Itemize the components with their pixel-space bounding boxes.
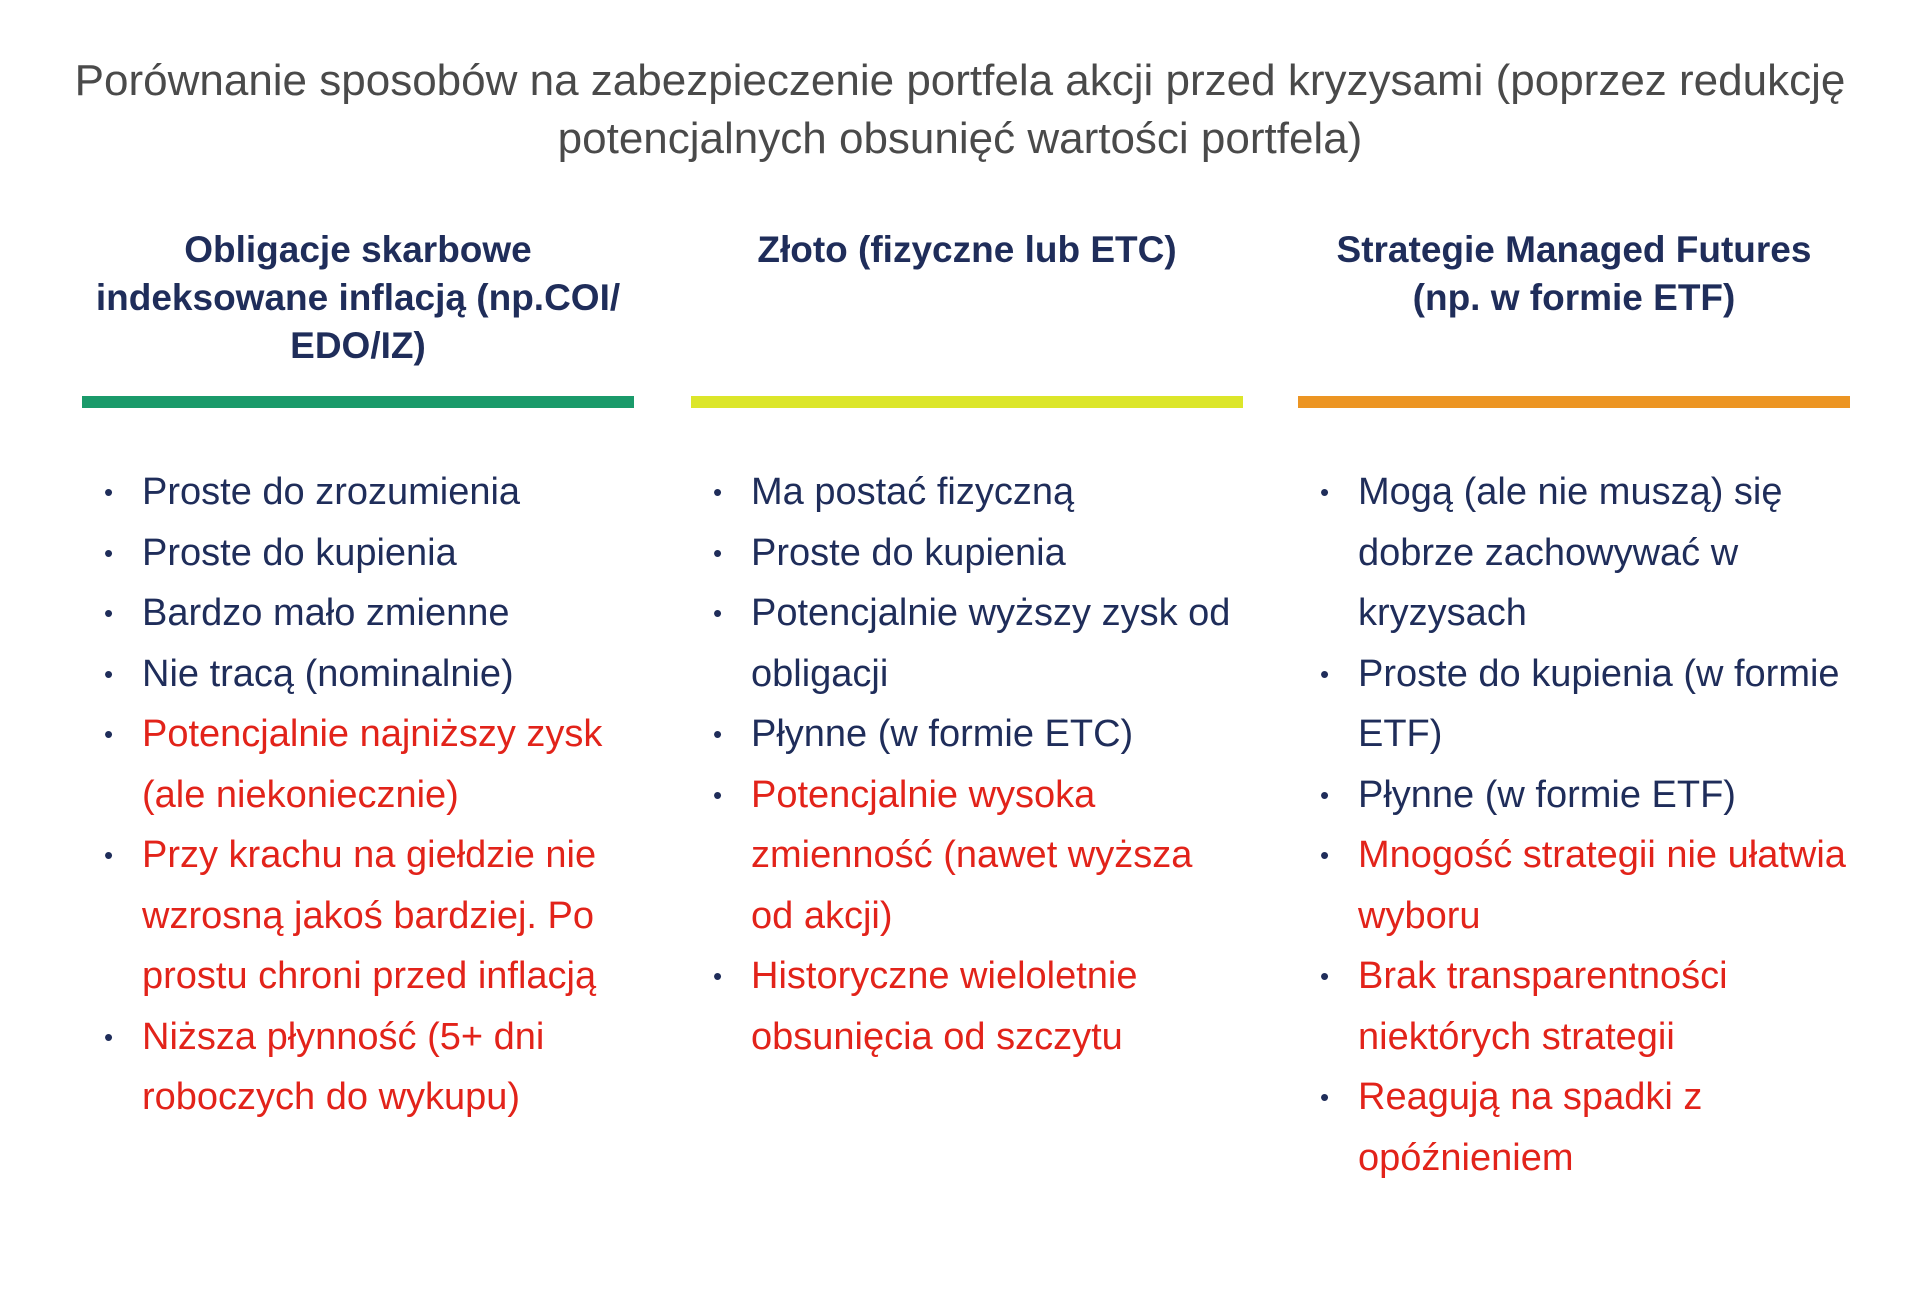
item-text: Nie tracą (nominalnie)	[142, 652, 514, 695]
bullet-icon: •	[713, 598, 723, 628]
pro-item	[1298, 765, 1850, 826]
bullet-icon: •	[104, 658, 114, 689]
bullet-icon: •	[104, 598, 114, 628]
column-heading: Strategie Managed Futures (np. w formie ETF)	[1336, 229, 1812, 318]
item-text: Historyczne wieloletnie obsunięcia od szczytu	[751, 955, 1138, 1058]
pro-item	[691, 523, 1243, 584]
column-managed-futures	[1298, 220, 1850, 1179]
column-accent-bar	[1298, 396, 1850, 408]
bullet-icon: •	[1320, 1082, 1330, 1112]
con-item	[1298, 946, 1850, 1067]
column-inflation-bonds	[82, 220, 634, 1118]
con-item	[82, 1007, 634, 1128]
item-text: Płynne (w formie ETF)	[1358, 773, 1736, 816]
bullet-icon: •	[1320, 779, 1330, 810]
column-accent-bar	[82, 396, 634, 408]
bullet-icon: •	[713, 779, 723, 810]
column-accent-bar	[691, 396, 1243, 408]
bullet-icon: •	[1320, 477, 1330, 507]
bullet-icon: •	[1320, 658, 1330, 689]
bullet-icon: •	[1320, 961, 1330, 991]
column-gold	[691, 220, 1243, 1058]
bullet-icon: •	[104, 1021, 114, 1052]
item-text: Proste do zrozumienia	[142, 471, 521, 513]
pro-item	[691, 583, 1243, 704]
bullet-icon: •	[104, 840, 114, 870]
item-text: Reagują na spadki z opóźnieniem	[1358, 1076, 1703, 1179]
pro-item	[82, 523, 634, 584]
item-text: Przy krachu na giełdzie nie wzrosną jakoś bardziej. Po prostu chroni przed inflacją	[142, 834, 597, 997]
con-item	[691, 765, 1243, 947]
bullet-icon: •	[713, 961, 723, 991]
item-text: Proste do kupienia	[142, 531, 457, 574]
con-item	[82, 704, 634, 825]
pro-item	[691, 704, 1243, 765]
bullet-icon: •	[713, 477, 723, 507]
pro-item	[82, 583, 634, 644]
pro-item	[691, 462, 1243, 523]
bullet-icon: •	[104, 537, 114, 568]
column-heading: Złoto (fizyczne lub ETC)	[757, 229, 1177, 270]
item-text: Ma postać fizyczną	[751, 471, 1075, 513]
bullet-icon: •	[104, 719, 114, 749]
item-list	[1298, 462, 1850, 1188]
pro-item	[82, 644, 634, 705]
bullet-icon: •	[104, 477, 114, 507]
bullet-icon: •	[1320, 840, 1330, 870]
con-item	[1298, 825, 1850, 946]
item-text: Mnogość strategii nie ułatwia wyboru	[1358, 834, 1846, 937]
item-text: Brak transparentności niektórych strategii	[1358, 955, 1728, 1058]
con-item	[1298, 1067, 1850, 1188]
item-list	[691, 462, 1243, 1067]
pro-item	[1298, 462, 1850, 644]
pro-item	[1298, 644, 1850, 765]
item-text: Bardzo mało zmienne	[142, 592, 510, 634]
item-text: Niższa płynność (5+ dni roboczych do wykupu)	[142, 1015, 545, 1118]
page-title: Porównanie sposobów na zabezpieczenie portfela akcji przed kryzysami (poprzez redukcję potencjalnych obsunięć wartości portfela)	[74, 56, 1846, 163]
column-heading: Obligacje skarbowe indeksowane inflacją (np.COI/ EDO/IZ)	[95, 229, 621, 366]
bullet-icon: •	[713, 719, 723, 749]
con-item	[691, 946, 1243, 1067]
item-text: Potencjalnie najniższy zysk (ale niekoniecznie)	[142, 713, 603, 816]
item-text: Potencjalnie wyższy zysk od obligacji	[751, 592, 1231, 695]
con-item	[82, 825, 634, 1007]
item-text: Potencjalnie wysoka zmienność (nawet wyższa od akcji)	[751, 773, 1193, 937]
item-text: Płynne (w formie ETC)	[751, 713, 1134, 755]
item-text: Proste do kupienia	[751, 531, 1066, 574]
pro-item	[82, 462, 634, 523]
item-text: Proste do kupienia (w formie ETF)	[1358, 652, 1840, 755]
bullet-icon: •	[713, 537, 723, 568]
item-list	[82, 462, 634, 1128]
item-text: Mogą (ale nie muszą) się dobrze zachowywać w kryzysach	[1358, 471, 1783, 634]
